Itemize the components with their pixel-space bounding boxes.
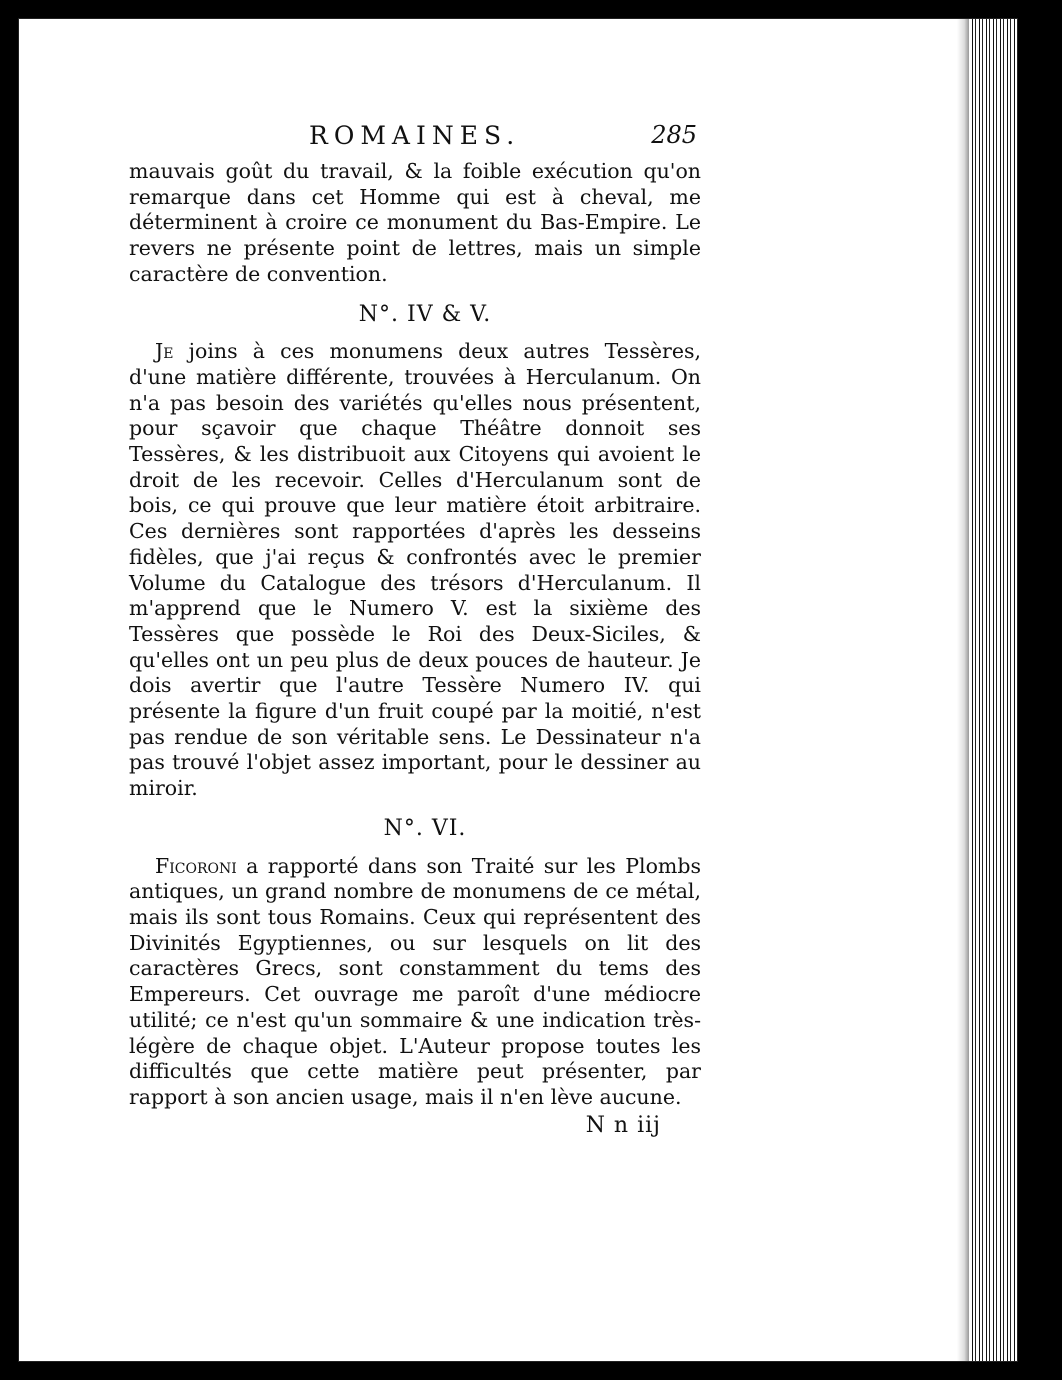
page-gutter-shadow: [957, 19, 969, 1361]
paragraph-tesseres: [129, 339, 701, 802]
book-page: [18, 18, 1018, 1362]
running-head: [129, 119, 701, 159]
paragraph-ficoroni: [129, 854, 701, 1111]
section-heading-iv-v: N°. IV & V.: [358, 301, 492, 327]
running-title: ROMAINES.: [309, 121, 521, 150]
section-heading-vi: N°. VI.: [383, 815, 467, 841]
paragraph-lead-word: Je: [155, 339, 174, 364]
page-stack-edge: [969, 19, 1017, 1361]
paragraph-lead-word: Ficoroni: [155, 853, 237, 878]
paragraph-body: a rapporté dans son Traité sur les Plombs antiques, un grand nombre de monumens de ce métal, mais ils sont tous Romains. Ceux qui représentent des Divinités Egyptiennes, ou sur lesquels on lit des caractères Grecs, sont constamment du tems des Empereurs. Cet ouvrage me paroît d'une médiocre utilité; ce n'est qu'un sommaire & une indication très-légère de chaque objet. L'Auteur propose toutes les difficultés que cette matière peut présenter, par rapport à son ancien usage, mais il n'en lève aucune.: [129, 853, 701, 1109]
signature-mark: N n iij: [585, 1112, 661, 1138]
text-block: [129, 119, 701, 1138]
paragraph-body: joins à ces monumens deux autres Tessères, d'une matière différente, trouvées à Herculanum. On n'a pas besoin des variétés qu'elles nous présentent, pour sçavoir que chaque Théâtre donnoit ses Tessères, & les distribuoit aux Citoyens qui avoient le droit de les recevoir. Celles d'Herculanum sont de bois, ce qui prouve que leur matière étoit arbitraire. Ces dernières sont rapportées d'après les desseins fidèles, que j'ai reçus & confrontés avec le premier Volume du Catalogue des trésors d'Herculanum. Il m'apprend que le Numero V. est la sixième des Tessères que possède le Roi des Deux-Siciles, & qu'elles ont un peu plus de deux pouces de hauteur. Je dois avertir que l'autre Tessère Numero IV. qui présente la figure d'un fruit coupé par la moitié, n'est pas rendue de son véritable sens. Le Dessinateur n'a pas trouvé l'objet assez important, pour le dessiner au miroir.: [129, 339, 701, 801]
page-number: 285: [651, 121, 697, 149]
paragraph-continuation: mauvais goût du travail, & la foible exécution qu'on remarque dans cet Homme qui est à cheval, me déterminent à croire ce monument du Bas-Empire. Le revers ne présente point de lettres, mais un simple caractère de convention.: [129, 159, 701, 286]
